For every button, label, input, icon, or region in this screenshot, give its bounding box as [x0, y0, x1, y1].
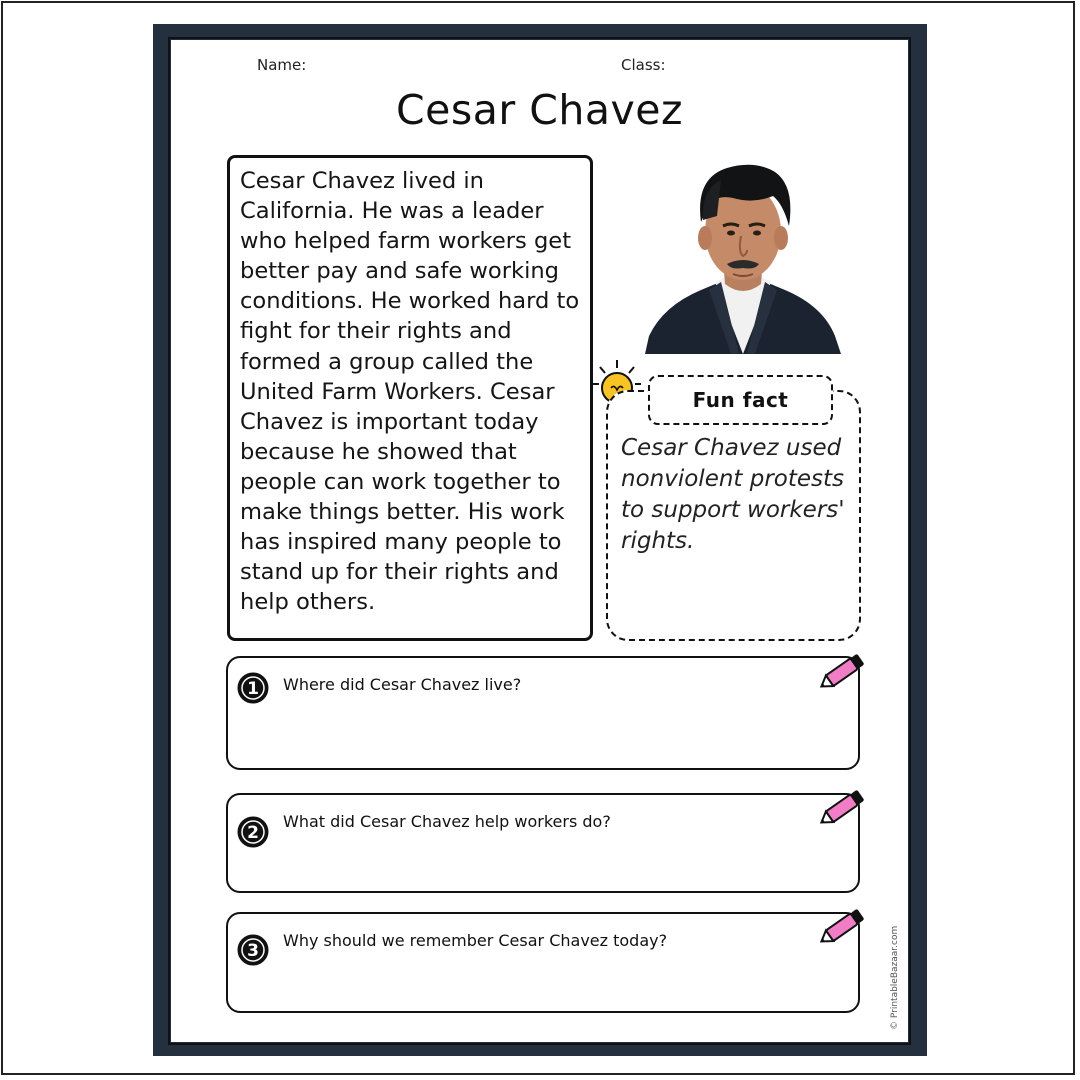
page-title: Cesar Chavez	[396, 86, 683, 134]
passage-line: Chavez is important today	[240, 408, 539, 435]
number-3-badge	[237, 934, 269, 966]
fun-fact-line: Cesar Chavez used	[621, 435, 842, 461]
passage-line: California. He was a leader	[240, 198, 544, 225]
passage-line: people can work together to	[240, 468, 561, 495]
copyright-credit: © PrintableBazaar.com	[890, 925, 900, 1030]
number-2-badge	[237, 816, 269, 848]
passage-line: United Farm Workers. Cesar	[240, 378, 555, 405]
pencil-icon	[817, 648, 869, 696]
pencil-icon	[817, 784, 869, 832]
passage-line: make things better. His work	[240, 499, 565, 526]
fun-fact-label: Fun fact	[648, 375, 833, 425]
passage-line: conditions. He worked hard to	[240, 288, 580, 315]
passage-line: stand up for their rights and	[240, 559, 559, 586]
passage-line: help others.	[240, 589, 376, 616]
question-1-text: Where did Cesar Chavez live?	[283, 675, 522, 694]
fun-fact-line: to support workers'	[621, 497, 845, 523]
question-3-text: Why should we remember Cesar Chavez today?	[283, 931, 668, 950]
question-1-answer-box[interactable]	[226, 656, 860, 770]
passage-line: has inspired many people to	[240, 529, 562, 556]
fun-fact-line: rights.	[621, 528, 695, 554]
portrait-image	[643, 160, 841, 354]
question-2-answer-box[interactable]	[226, 793, 860, 893]
fun-fact-line: nonviolent protests	[621, 466, 845, 492]
question-number: 1	[247, 679, 259, 699]
passage-line: fight for their rights and	[240, 318, 512, 345]
name-label: Name:	[257, 56, 307, 74]
class-label: Class:	[621, 56, 666, 74]
number-1-badge	[237, 672, 269, 704]
passage-line: who helped farm workers get	[240, 228, 572, 255]
reading-passage	[240, 166, 585, 617]
passage-line: because he showed that	[240, 438, 517, 465]
passage-line: better pay and safe working	[240, 258, 560, 285]
question-3-answer-box[interactable]	[226, 912, 860, 1013]
question-number: 3	[247, 941, 259, 961]
pencil-icon	[817, 903, 869, 951]
passage-line: Cesar Chavez lived in	[240, 168, 484, 194]
passage-line: formed a group called the	[240, 348, 534, 375]
question-number: 2	[247, 823, 259, 843]
fun-fact-text	[621, 433, 856, 557]
question-2-text: What did Cesar Chavez help workers do?	[283, 812, 611, 831]
